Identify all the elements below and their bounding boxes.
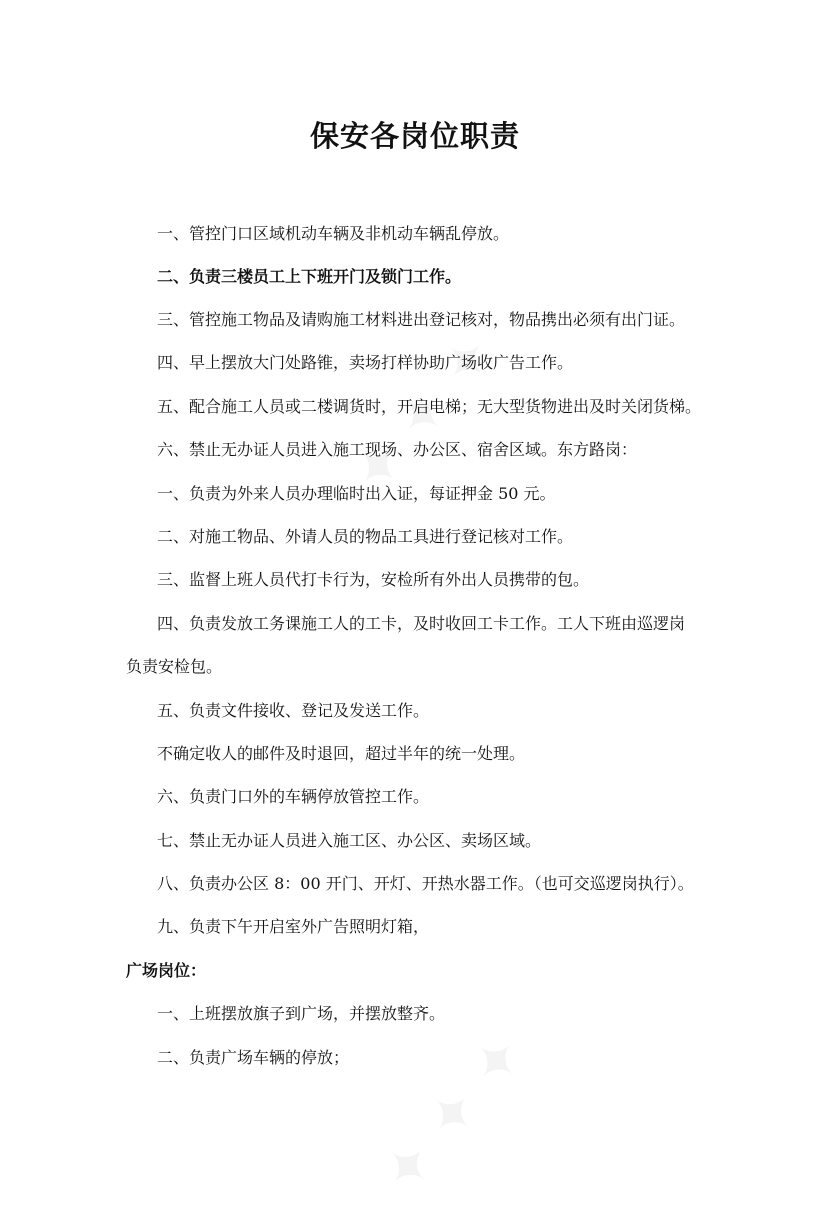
paragraph-line: 一、负责为外来人员办理临时出入证，每证押金 50 元。 — [157, 484, 556, 503]
paragraph-line: 四、负责发放工务课施工人的工卡，及时收回工卡工作。工人下班由巡逻岗 — [157, 614, 686, 633]
paragraph-line: 三、监督上班人员代打卡行为，安检所有外出人员携带的包。 — [157, 570, 590, 589]
paragraph-line: 不确定收人的邮件及时退回，超过半年的统一处理。 — [157, 744, 526, 763]
paragraph-line: 一、上班摆放旗子到广场，并摆放整齐。 — [157, 1004, 446, 1023]
paragraph-line: 六、负责门口外的车辆停放管控工作。 — [157, 787, 430, 806]
paragraph-line: 负责安检包。 — [126, 657, 223, 676]
paragraph-line: 二、负责三楼员工上下班开门及锁门工作。 — [157, 267, 462, 286]
paragraph-line: 五、负责文件接收、登记及发送工作。 — [157, 701, 430, 720]
paragraph-line: 二、负责广场车辆的停放； — [157, 1048, 350, 1067]
paragraph-line: 七、禁止无办证人员进入施工区、办公区、卖场区域。 — [157, 831, 542, 850]
paragraph-line: 一、管控门口区域机动车辆及非机动车辆乱停放。 — [157, 224, 510, 243]
paragraph-line: 八、负责办公区 8：00 开门、开灯、开热水器工作。（也可交巡逻岗执行）。 — [157, 874, 694, 893]
paragraph-line: 三、管控施工物品及请购施工材料进出登记核对，物品携出必须有出门证。 — [157, 310, 686, 329]
section-heading: 广场岗位： — [126, 961, 207, 980]
document-title: 保安各岗位职责 — [309, 119, 520, 153]
paragraph-line: 九、负责下午开启室外广告照明灯箱， — [157, 917, 430, 936]
paragraph-line: 六、禁止无办证人员进入施工现场、办公区、宿舍区域。东方路岗： — [157, 440, 638, 459]
paragraph-line: 二、对施工物品、外请人员的物品工具进行登记核对工作。 — [157, 527, 574, 546]
paragraph-line: 五、配合施工人员或二楼调货时，开启电梯；无大型货物进出及时关闭货梯。 — [157, 397, 702, 416]
watermark — [367, 1021, 539, 1207]
paragraph-line: 四、早上摆放大门处路锥，卖场打样协助广场收广告工作。 — [157, 353, 574, 372]
